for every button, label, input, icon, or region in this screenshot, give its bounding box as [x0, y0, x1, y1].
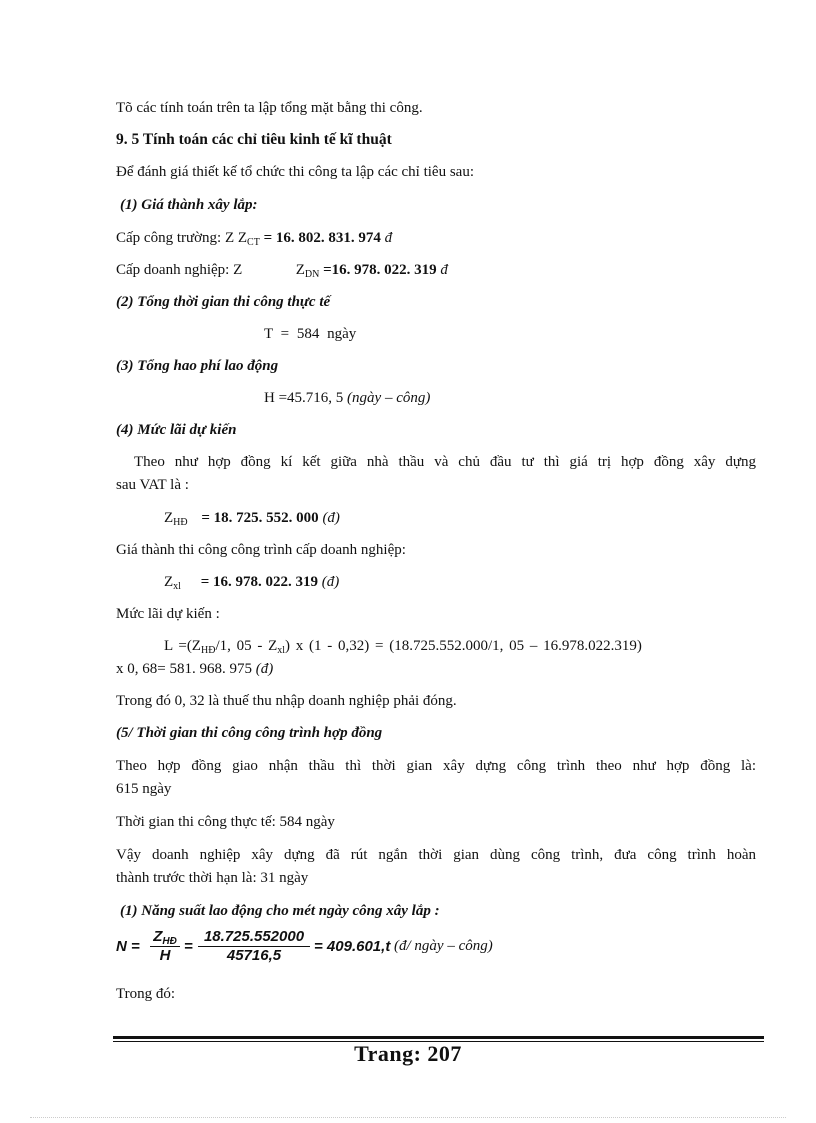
subheading-2: (2) Tổng thời gian thi công thực tế [116, 294, 331, 310]
paragraph: Giá thành thi công công trình cấp doanh nghiệp: [116, 542, 406, 558]
cost-site-line [116, 228, 392, 248]
page-number: Trang: 207 [354, 1041, 462, 1066]
eq-part: L =(Z [164, 638, 201, 654]
subheading-3: (3) Tổng hao phí lao động [116, 358, 279, 374]
eq-sub: HĐ [200, 645, 216, 656]
paragraph: sau VAT là : [116, 477, 189, 493]
subheading-1: (1) Giá thành xây lắp: [120, 197, 258, 213]
paragraph: Trong đó: [116, 986, 176, 1002]
eq-result: = 409.601,t [314, 938, 391, 955]
cost-enterprise-value: =16. 978. 022. 319 [323, 262, 437, 278]
cost-site-label: Cấp công trường: Z [116, 230, 235, 246]
paragraph: Thời gian thi công thực tế: 584 ngày [116, 814, 335, 830]
fraction-den: 45716,5 [226, 947, 282, 964]
unit-mark: (đ) [322, 510, 340, 526]
paragraph: 615 ngày [116, 781, 172, 797]
build-cost-symbol: Z [164, 574, 174, 590]
time-equation: T = 584 ngày [264, 326, 357, 342]
paragraph: Mức lãi dự kiến : [116, 606, 220, 622]
build-cost-value: = 16. 978. 022. 319 [200, 574, 319, 590]
fraction-num: 18.725.552000 [198, 928, 310, 947]
eq-part: x 0, 68= 581. 968. 975 [116, 661, 252, 677]
footer-rule-thick [113, 1036, 764, 1039]
section-heading: 9. 5 Tính toán các chỉ tiêu kinh tế kĩ thuật [116, 131, 392, 148]
cost-enterprise-symbol: Z [295, 262, 305, 278]
cost-enterprise-label: Cấp doanh nghiệp: Z [116, 262, 243, 278]
labor-equation [264, 388, 430, 408]
eq-equals: = [184, 938, 193, 955]
page-edge-dots [30, 1117, 786, 1118]
paragraph: Vậy doanh nghiệp xây dựng đã rút ngắn thời gian dùng công trình, đưa công trình hoàn [116, 847, 756, 863]
eq-part: /1, 05 - Z [215, 638, 278, 654]
contract-value: = 18. 725. 552. 000 [201, 510, 319, 526]
paragraph: Theo như hợp đồng kí kết giữa nhà thầu và chủ đầu tư thì giá trị hợp đồng xây dựng [134, 454, 756, 470]
subheading-4: (4) Mức lãi dự kiến [116, 422, 237, 438]
subheading-6: (1) Năng suất lao động cho mét ngày công xây lắp : [120, 903, 440, 919]
fraction-num: $Z_{HĐ}$ [150, 928, 180, 947]
paragraph: Trong đó 0, 32 là thuế thu nhập doanh nghiệp phải đóng. [116, 693, 457, 709]
contract-sub: HĐ [173, 517, 188, 528]
currency-mark: đ [384, 230, 393, 246]
fraction-z-h [150, 928, 180, 965]
intro-text: Để đánh giá thiết kế tổ chức thi công ta lập các chỉ tiêu sau: [116, 164, 475, 180]
fraction-values [198, 928, 310, 965]
paragraph: Tõ các tính toán trên ta lập tổng mặt bằng thi công. [116, 100, 423, 116]
paragraph: Theo hợp đồng giao nhận thầu thì thời gian xây dựng công trình theo như hợp đồng là: [116, 758, 756, 774]
subheading-5: (5/ Thời gian thi công công trình hợp đồng [116, 725, 383, 741]
cost-enterprise-sub: DN [304, 269, 320, 280]
contract-symbol: Z [164, 510, 174, 526]
paragraph: thành trước thời hạn là: 31 ngày [116, 870, 309, 886]
unit-mark: (đ) [321, 574, 340, 590]
cost-enterprise-line [116, 260, 448, 280]
eq-sub: xl [277, 645, 286, 656]
currency-mark: đ [440, 262, 448, 278]
cost-site-value: = 16. 802. 831. 974 [263, 230, 381, 246]
profit-result [116, 659, 273, 679]
profit-equation [164, 636, 642, 656]
eq-unit: (đ/ ngày – công) [394, 938, 493, 954]
eq-n: N = [116, 938, 140, 955]
fraction-den: H [159, 947, 171, 964]
eq-part: ) x (1 - 0,32) = (18.725.552.000/1, 05 – 16.978.022.319) [285, 638, 642, 654]
build-cost-sub: xl [173, 581, 181, 592]
build-cost-line [164, 572, 339, 592]
labor-value: H =45.716, 5 [264, 390, 344, 406]
contract-value-line [164, 508, 340, 528]
cost-site-symbol: Z [237, 230, 248, 246]
cost-site-sub: CT [247, 237, 260, 248]
unit-mark: (đ) [255, 661, 274, 677]
labor-unit: (ngày – công) [347, 390, 431, 406]
